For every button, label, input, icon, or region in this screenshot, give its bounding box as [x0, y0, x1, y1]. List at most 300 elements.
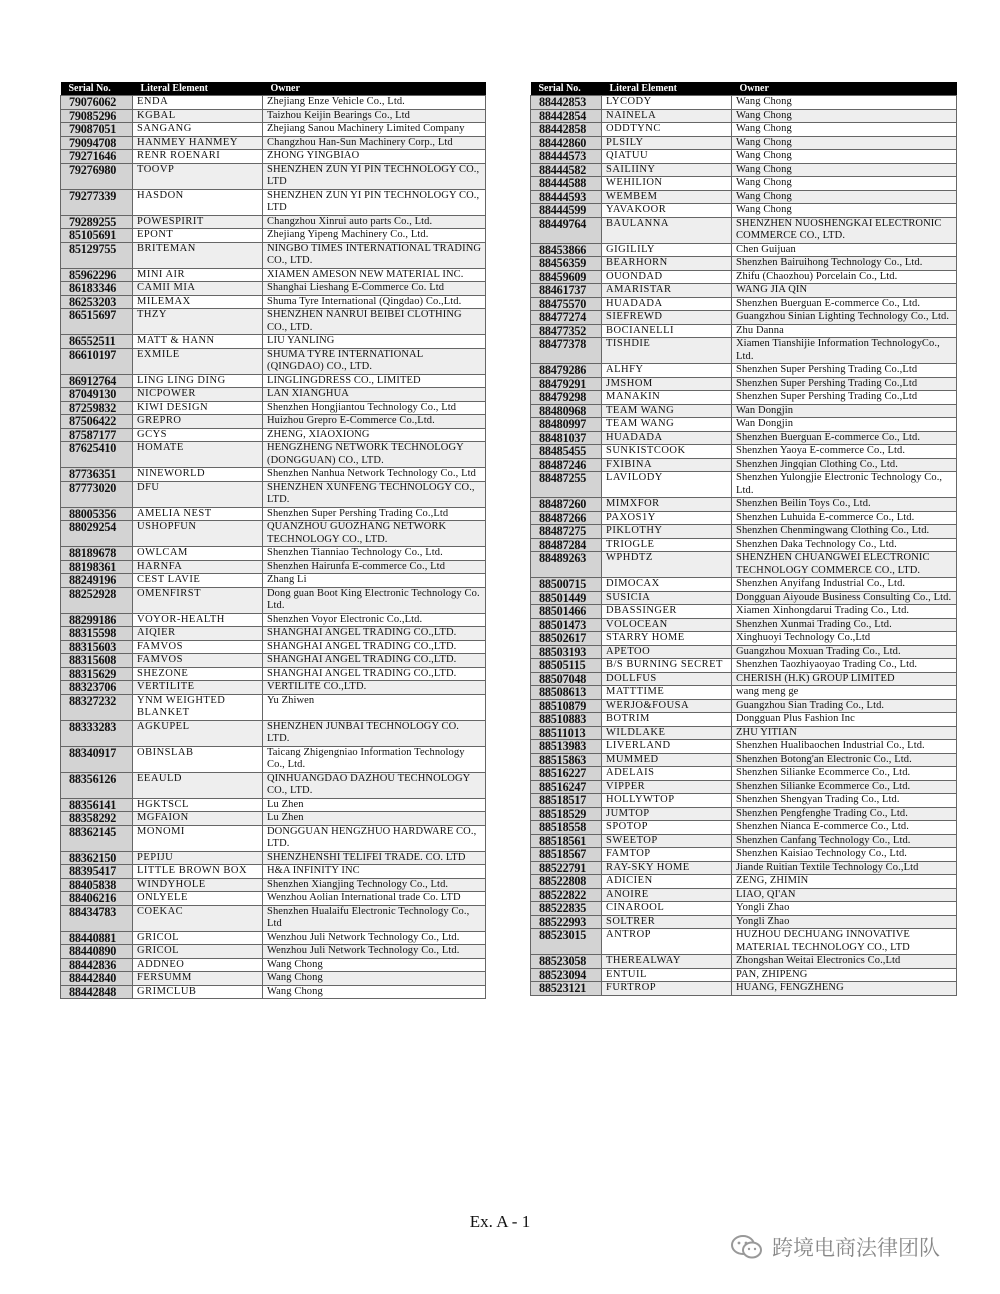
table-row	[531, 472, 957, 498]
table-row	[61, 229, 486, 243]
literal-element-cell: ANOIRE	[602, 888, 732, 902]
literal-element-cell: GRICOL	[133, 931, 263, 945]
serial-no-cell: 86253203	[61, 295, 133, 309]
owner-cell: Shenzhen Taozhiyaoyao Trading Co., Ltd.	[732, 659, 957, 673]
literal-element-cell: MUMMED	[602, 753, 732, 767]
table-row	[531, 150, 957, 164]
owner-cell: Zhongshan Weitai Electronics Co.,Ltd	[732, 955, 957, 969]
serial-no-cell: 88442854	[531, 109, 602, 123]
table-body-right	[531, 96, 957, 996]
owner-cell: Dongguan Plus Fashion Inc	[732, 713, 957, 727]
owner-cell: Chen Guijuan	[732, 243, 957, 257]
owner-cell: Shenzhen Hualaifu Electronic Technology Co., Ltd	[263, 905, 486, 931]
serial-no-cell: 86515697	[61, 309, 133, 335]
table-row	[61, 123, 486, 137]
serial-no-cell: 88189678	[61, 547, 133, 561]
table-row	[61, 415, 486, 429]
literal-element-cell: BOTRIM	[602, 713, 732, 727]
table-row	[61, 189, 486, 215]
table-row	[61, 654, 486, 668]
literal-element-cell: JUMTOP	[602, 807, 732, 821]
literal-element-cell: BRITEMAN	[133, 242, 263, 268]
owner-cell: wang meng ge	[732, 686, 957, 700]
serial-no-cell: 88362150	[61, 851, 133, 865]
serial-no-cell: 88523094	[531, 968, 602, 982]
owner-cell: HENGZHENG NETWORK TECHNOLOGY (DONGGUAN) CO., LTD.	[263, 442, 486, 468]
owner-cell: Jiande Ruitian Textile Technology Co.,Ltd	[732, 861, 957, 875]
table-row	[61, 972, 486, 986]
header-literal-element: Literal Element	[602, 82, 732, 96]
serial-no-cell: 87773020	[61, 481, 133, 507]
serial-no-cell: 88522993	[531, 915, 602, 929]
literal-element-cell: BOCIANELLI	[602, 324, 732, 338]
owner-cell: LINGLINGDRESS CO., LIMITED	[263, 374, 486, 388]
table-row	[531, 794, 957, 808]
table-row	[61, 905, 486, 931]
owner-cell: Dong guan Boot King Electronic Technology Co. Ltd.	[263, 587, 486, 613]
serial-no-cell: 88481037	[531, 431, 602, 445]
serial-no-cell: 88444588	[531, 177, 602, 191]
owner-cell: VERTILITE CO.,LTD.	[263, 681, 486, 695]
table-row	[531, 834, 957, 848]
owner-cell: Wang Chong	[732, 190, 957, 204]
literal-element-cell: TRIOGLE	[602, 538, 732, 552]
serial-no-cell: 88505115	[531, 659, 602, 673]
literal-element-cell: ONLYELE	[133, 892, 263, 906]
header-owner: Owner	[263, 82, 486, 96]
literal-element-cell: ADDNEO	[133, 958, 263, 972]
owner-cell: CHERISH (H.K) GROUP LIMITED	[732, 672, 957, 686]
literal-element-cell: SWEETOP	[602, 834, 732, 848]
serial-no-cell: 88442860	[531, 136, 602, 150]
owner-cell: Zhifu (Chaozhou) Porcelain Co., Ltd.	[732, 270, 957, 284]
table-row	[61, 295, 486, 309]
serial-no-cell: 88501473	[531, 618, 602, 632]
table-row	[531, 391, 957, 405]
owner-cell: Shenzhen Beilin Toys Co., Ltd.	[732, 498, 957, 512]
table-row	[531, 915, 957, 929]
owner-cell: H&A INFINITY INC	[263, 865, 486, 879]
owner-cell: Shenzhen Super Pershing Trading Co.,Ltd	[732, 377, 957, 391]
owner-cell: LIAO, QI'AN	[732, 888, 957, 902]
table-row	[61, 547, 486, 561]
owner-cell: SHUMA TYRE INTERNATIONAL (QINGDAO) CO., LTD.	[263, 348, 486, 374]
serial-no-cell: 88456359	[531, 257, 602, 271]
serial-no-cell: 85962296	[61, 268, 133, 282]
table-row	[531, 431, 957, 445]
serial-no-cell: 87587177	[61, 428, 133, 442]
literal-element-cell: VIPPER	[602, 780, 732, 794]
serial-no-cell: 88299186	[61, 613, 133, 627]
owner-cell: Shenzhen Daka Technology Co., Ltd.	[732, 538, 957, 552]
table-row	[531, 632, 957, 646]
table-row	[531, 538, 957, 552]
serial-no-cell: 88522791	[531, 861, 602, 875]
literal-element-cell: PAXOS1Y	[602, 511, 732, 525]
literal-element-cell: AIQIER	[133, 627, 263, 641]
table-row	[61, 309, 486, 335]
literal-element-cell: BAULANNA	[602, 217, 732, 243]
owner-cell: ZHU YITIAN	[732, 726, 957, 740]
owner-cell: Yongli Zhao	[732, 915, 957, 929]
table-row	[531, 767, 957, 781]
serial-no-cell: 88444573	[531, 150, 602, 164]
serial-no-cell: 88029254	[61, 521, 133, 547]
literal-element-cell: FAMVOS	[133, 654, 263, 668]
owner-cell: ZENG, ZHIMIN	[732, 875, 957, 889]
owner-cell: Shenzhen Bairuihong Technology Co., Ltd.	[732, 257, 957, 271]
owner-cell: Yu Zhiwen	[263, 694, 486, 720]
table-row	[531, 109, 957, 123]
table-row	[531, 821, 957, 835]
literal-element-cell: BEARHORN	[602, 257, 732, 271]
owner-cell: Shuma Tyre International (Qingdao) Co.,Ltd.	[263, 295, 486, 309]
owner-cell: SHENZHEN NUOSHENGKAI ELECTRONIC COMMERCE CO., LTD.	[732, 217, 957, 243]
table-row	[61, 401, 486, 415]
table-row	[61, 388, 486, 402]
table-row	[61, 945, 486, 959]
trademark-table-left	[60, 82, 486, 999]
table-row	[531, 699, 957, 713]
table-header-row	[531, 82, 957, 96]
owner-cell: Shenzhen Super Pershing Trading Co.,Ltd	[263, 507, 486, 521]
literal-element-cell: OWLCAM	[133, 547, 263, 561]
literal-element-cell: WILDLAKE	[602, 726, 732, 740]
literal-element-cell: ADICIEN	[602, 875, 732, 889]
serial-no-cell: 88461737	[531, 284, 602, 298]
serial-no-cell: 88453866	[531, 243, 602, 257]
table-row	[531, 511, 957, 525]
table-row	[61, 507, 486, 521]
serial-no-cell: 88315603	[61, 640, 133, 654]
literal-element-cell: THEREALWAY	[602, 955, 732, 969]
literal-element-cell: ANTROP	[602, 929, 732, 955]
serial-no-cell: 88406216	[61, 892, 133, 906]
literal-element-cell: TEAM WANG	[602, 418, 732, 432]
table-row	[61, 163, 486, 189]
literal-element-cell: WERJO&FOUSA	[602, 699, 732, 713]
serial-no-cell: 88480968	[531, 404, 602, 418]
owner-cell: Wang Chong	[732, 136, 957, 150]
serial-no-cell: 88518529	[531, 807, 602, 821]
owner-cell: Wang Chong	[732, 204, 957, 218]
owner-cell: Shenzhen Hongjiantou Technology Co., Ltd	[263, 401, 486, 415]
owner-cell: Shenzhen Hairunfa E-commerce Co., Ltd	[263, 560, 486, 574]
literal-element-cell: TISHDIE	[602, 338, 732, 364]
serial-no-cell: 88516227	[531, 767, 602, 781]
table-row	[531, 257, 957, 271]
serial-no-cell: 87049130	[61, 388, 133, 402]
table-row	[531, 659, 957, 673]
literal-element-cell: VERTILITE	[133, 681, 263, 695]
literal-element-cell: SOLTRER	[602, 915, 732, 929]
literal-element-cell: COEKAC	[133, 905, 263, 931]
table-row	[531, 377, 957, 391]
owner-cell: Wan Dongjin	[732, 404, 957, 418]
serial-no-cell: 79087051	[61, 123, 133, 137]
table-row	[61, 150, 486, 164]
owner-cell: Wan Dongjin	[732, 418, 957, 432]
table-row	[531, 780, 957, 794]
owner-cell: Xiamen Tianshijie Information TechnologyCo., Ltd.	[732, 338, 957, 364]
table-row	[531, 672, 957, 686]
owner-cell: Shenzhen Hualibaochen Industrial Co., Ltd.	[732, 740, 957, 754]
serial-no-cell: 88434783	[61, 905, 133, 931]
serial-no-cell: 88487255	[531, 472, 602, 498]
table-row	[61, 681, 486, 695]
watermark	[730, 1232, 940, 1262]
table-row	[531, 888, 957, 902]
table-row	[61, 215, 486, 229]
table-row	[531, 284, 957, 298]
serial-no-cell: 86552511	[61, 335, 133, 349]
table-row	[61, 985, 486, 999]
serial-no-cell: 88315608	[61, 654, 133, 668]
table-row	[61, 282, 486, 296]
literal-element-cell: ENTUIL	[602, 968, 732, 982]
table-row	[531, 686, 957, 700]
literal-element-cell: OUONDAD	[602, 270, 732, 284]
serial-no-cell: 88362145	[61, 825, 133, 851]
serial-no-cell: 86183346	[61, 282, 133, 296]
owner-cell: Wang Chong	[732, 123, 957, 137]
literal-element-cell: MGFAION	[133, 812, 263, 826]
owner-cell: SHANGHAI ANGEL TRADING CO.,LTD.	[263, 640, 486, 654]
serial-no-cell: 88479286	[531, 364, 602, 378]
owner-cell: SHANGHAI ANGEL TRADING CO.,LTD.	[263, 627, 486, 641]
serial-no-cell: 88479298	[531, 391, 602, 405]
owner-cell: NINGBO TIMES INTERNATIONAL TRADING CO., LTD.	[263, 242, 486, 268]
owner-cell: Lu Zhen	[263, 798, 486, 812]
table-row	[531, 96, 957, 110]
literal-element-cell: EPONT	[133, 229, 263, 243]
serial-no-cell: 88523058	[531, 955, 602, 969]
serial-no-cell: 88315629	[61, 667, 133, 681]
literal-element-cell: LIVERLAND	[602, 740, 732, 754]
owner-cell: XIAMEN AMESON NEW MATERIAL INC.	[263, 268, 486, 282]
table-header-row	[61, 82, 486, 96]
literal-element-cell: RAY-SKY HOME	[602, 861, 732, 875]
table-row	[531, 968, 957, 982]
owner-cell: Zhu Danna	[732, 324, 957, 338]
literal-element-cell: LAVILODY	[602, 472, 732, 498]
owner-cell: Guangzhou Sian Trading Co., Ltd.	[732, 699, 957, 713]
literal-element-cell: YNM WEIGHTED BLANKET	[133, 694, 263, 720]
serial-no-cell: 88516247	[531, 780, 602, 794]
literal-element-cell: THZY	[133, 309, 263, 335]
literal-element-cell: MATTTIME	[602, 686, 732, 700]
table-row	[531, 982, 957, 996]
serial-no-cell: 88475570	[531, 297, 602, 311]
table-row	[531, 445, 957, 459]
serial-no-cell: 88449764	[531, 217, 602, 243]
owner-cell: Wang Chong	[732, 109, 957, 123]
serial-no-cell: 88502617	[531, 632, 602, 646]
owner-cell: Shenzhen Canfang Technology Co., Ltd.	[732, 834, 957, 848]
literal-element-cell: GREPRO	[133, 415, 263, 429]
serial-no-cell: 88487260	[531, 498, 602, 512]
serial-no-cell: 88513983	[531, 740, 602, 754]
owner-cell: SHENZHEN XUNFENG TECHNOLOGY CO., LTD.	[263, 481, 486, 507]
table-row	[531, 418, 957, 432]
table-row	[61, 335, 486, 349]
literal-element-cell: YAVAKOOR	[602, 204, 732, 218]
literal-element-cell: KGBAL	[133, 109, 263, 123]
serial-no-cell: 88477274	[531, 311, 602, 325]
literal-element-cell: MONOMI	[133, 825, 263, 851]
table-row	[531, 136, 957, 150]
literal-element-cell: AMARISTAR	[602, 284, 732, 298]
literal-element-cell: MILEMAX	[133, 295, 263, 309]
table-row	[61, 825, 486, 851]
table-row	[531, 458, 957, 472]
serial-no-cell: 88340917	[61, 746, 133, 772]
serial-no-cell: 88440881	[61, 931, 133, 945]
owner-cell: LIU YANLING	[263, 335, 486, 349]
serial-no-cell: 88442836	[61, 958, 133, 972]
exhibit-label: Ex. A - 1	[469, 1212, 531, 1231]
watermark-text: 跨境电商法律团队	[772, 1236, 940, 1260]
owner-cell: Shenzhen Buerguan E-commerce Co., Ltd.	[732, 297, 957, 311]
owner-cell: HUANG, FENGZHENG	[732, 982, 957, 996]
table-row	[61, 694, 486, 720]
owner-cell: DONGGUAN HENGZHUO HARDWARE CO., LTD.	[263, 825, 486, 851]
owner-cell: Shenzhen Kaisiao Technology Co., Ltd.	[732, 848, 957, 862]
serial-no-cell: 88487275	[531, 525, 602, 539]
owner-cell: Shenzhen Buerguan E-commerce Co., Ltd.	[732, 431, 957, 445]
table-row	[61, 109, 486, 123]
owner-cell: Xinghuoyi Technology Co.,Ltd	[732, 632, 957, 646]
literal-element-cell: LING LING DING	[133, 374, 263, 388]
serial-no-cell: 87736351	[61, 468, 133, 482]
table-row	[61, 746, 486, 772]
serial-no-cell: 88327232	[61, 694, 133, 720]
table-row	[61, 892, 486, 906]
wechat-icon	[730, 1234, 764, 1260]
literal-element-cell: SANGANG	[133, 123, 263, 137]
table-row	[61, 798, 486, 812]
table-row	[531, 618, 957, 632]
table-row	[61, 851, 486, 865]
serial-no-cell: 88507048	[531, 672, 602, 686]
table-row	[61, 627, 486, 641]
literal-element-cell: HARNFA	[133, 560, 263, 574]
owner-cell: SHENZHEN ZUN YI PIN TECHNOLOGY CO., LTD	[263, 189, 486, 215]
literal-element-cell: HUADADA	[602, 297, 732, 311]
literal-element-cell: B/S BURNING SECRET	[602, 659, 732, 673]
table-row	[531, 807, 957, 821]
header-owner: Owner	[732, 82, 957, 96]
literal-element-cell: PIKLOTHY	[602, 525, 732, 539]
literal-element-cell: GIGILILY	[602, 243, 732, 257]
serial-no-cell: 88395417	[61, 865, 133, 879]
literal-element-cell: LYCODY	[602, 96, 732, 110]
owner-cell: Shenzhen Botong'an Electronic Co., Ltd.	[732, 753, 957, 767]
literal-element-cell: GRIMCLUB	[133, 985, 263, 999]
literal-element-cell: FAMVOS	[133, 640, 263, 654]
literal-element-cell: OMENFIRST	[133, 587, 263, 613]
literal-element-cell: CINAROOL	[602, 902, 732, 916]
table-row	[531, 848, 957, 862]
owner-cell: Shenzhen Silianke Ecommerce Co., Ltd.	[732, 780, 957, 794]
table-row	[61, 931, 486, 945]
owner-cell: Wang Chong	[732, 177, 957, 191]
serial-no-cell: 88510879	[531, 699, 602, 713]
owner-cell: Shenzhen Shengyan Trading Co., Ltd.	[732, 794, 957, 808]
table-row	[531, 552, 957, 578]
literal-element-cell: DBASSINGER	[602, 605, 732, 619]
literal-element-cell: MANAKIN	[602, 391, 732, 405]
serial-no-cell: 79094708	[61, 136, 133, 150]
serial-no-cell: 88501466	[531, 605, 602, 619]
table-row	[61, 958, 486, 972]
owner-cell: SHENZHEN CHUANGWEI ELECTRONIC TECHNOLOGY COMMERCE CO., LTD.	[732, 552, 957, 578]
owner-cell: Shenzhen Super Pershing Trading Co.,Ltd	[732, 391, 957, 405]
literal-element-cell: USHOPFUN	[133, 521, 263, 547]
owner-cell: Shenzhen Luhuida E-commerce Co., Ltd.	[732, 511, 957, 525]
serial-no-cell: 86912764	[61, 374, 133, 388]
table-row	[61, 720, 486, 746]
owner-cell: Wang Chong	[732, 96, 957, 110]
serial-no-cell: 88518567	[531, 848, 602, 862]
serial-no-cell: 88356126	[61, 772, 133, 798]
serial-no-cell: 88511013	[531, 726, 602, 740]
serial-no-cell: 88485455	[531, 445, 602, 459]
literal-element-cell: OBINSLAB	[133, 746, 263, 772]
table-row	[61, 587, 486, 613]
literal-element-cell: QIATUU	[602, 150, 732, 164]
serial-no-cell: 88358292	[61, 812, 133, 826]
owner-cell: Shenzhen Voyor Electronic Co.,Ltd.	[263, 613, 486, 627]
table-row	[531, 591, 957, 605]
owner-cell: Wenzhou Juli Network Technology Co., Ltd.	[263, 945, 486, 959]
literal-element-cell: ENDA	[133, 96, 263, 110]
owner-cell: Wang Chong	[732, 150, 957, 164]
serial-no-cell: 87506422	[61, 415, 133, 429]
literal-element-cell: CEST LAVIE	[133, 574, 263, 588]
serial-no-cell: 88479291	[531, 377, 602, 391]
table-row	[531, 338, 957, 364]
table-row	[531, 190, 957, 204]
literal-element-cell: AMELIA NEST	[133, 507, 263, 521]
table-row	[531, 645, 957, 659]
literal-element-cell: SUNKISTCOOK	[602, 445, 732, 459]
owner-cell: Yongli Zhao	[732, 902, 957, 916]
table-row	[61, 812, 486, 826]
serial-no-cell: 88444582	[531, 163, 602, 177]
owner-cell: SHENZHENSHI TELIFEI TRADE. CO. LTD	[263, 851, 486, 865]
owner-cell: Shenzhen Yulongjie Electronic Technology Co., Ltd.	[732, 472, 957, 498]
serial-no-cell: 88356141	[61, 798, 133, 812]
table-row	[61, 613, 486, 627]
table-row	[531, 578, 957, 592]
table-row	[61, 878, 486, 892]
serial-no-cell: 88523015	[531, 929, 602, 955]
header-literal-element: Literal Element	[133, 82, 263, 96]
serial-no-cell: 88477378	[531, 338, 602, 364]
header-serial-no: Serial No.	[61, 82, 133, 96]
owner-cell: SHENZHEN JUNBAI TECHNOLOGY CO. LTD.	[263, 720, 486, 746]
literal-element-cell: SPOTOP	[602, 821, 732, 835]
owner-cell: Wang Chong	[263, 958, 486, 972]
owner-cell: Taizhou Keijin Bearings Co., Ltd	[263, 109, 486, 123]
literal-element-cell: HOMATE	[133, 442, 263, 468]
owner-cell: Huizhou Grepro E-Commerce Co.,Ltd.	[263, 415, 486, 429]
literal-element-cell: TOOVP	[133, 163, 263, 189]
literal-element-cell: DOLLFUS	[602, 672, 732, 686]
owner-cell: Dongguan Aiyoude Business Consulting Co., Ltd.	[732, 591, 957, 605]
serial-no-cell: 88487284	[531, 538, 602, 552]
